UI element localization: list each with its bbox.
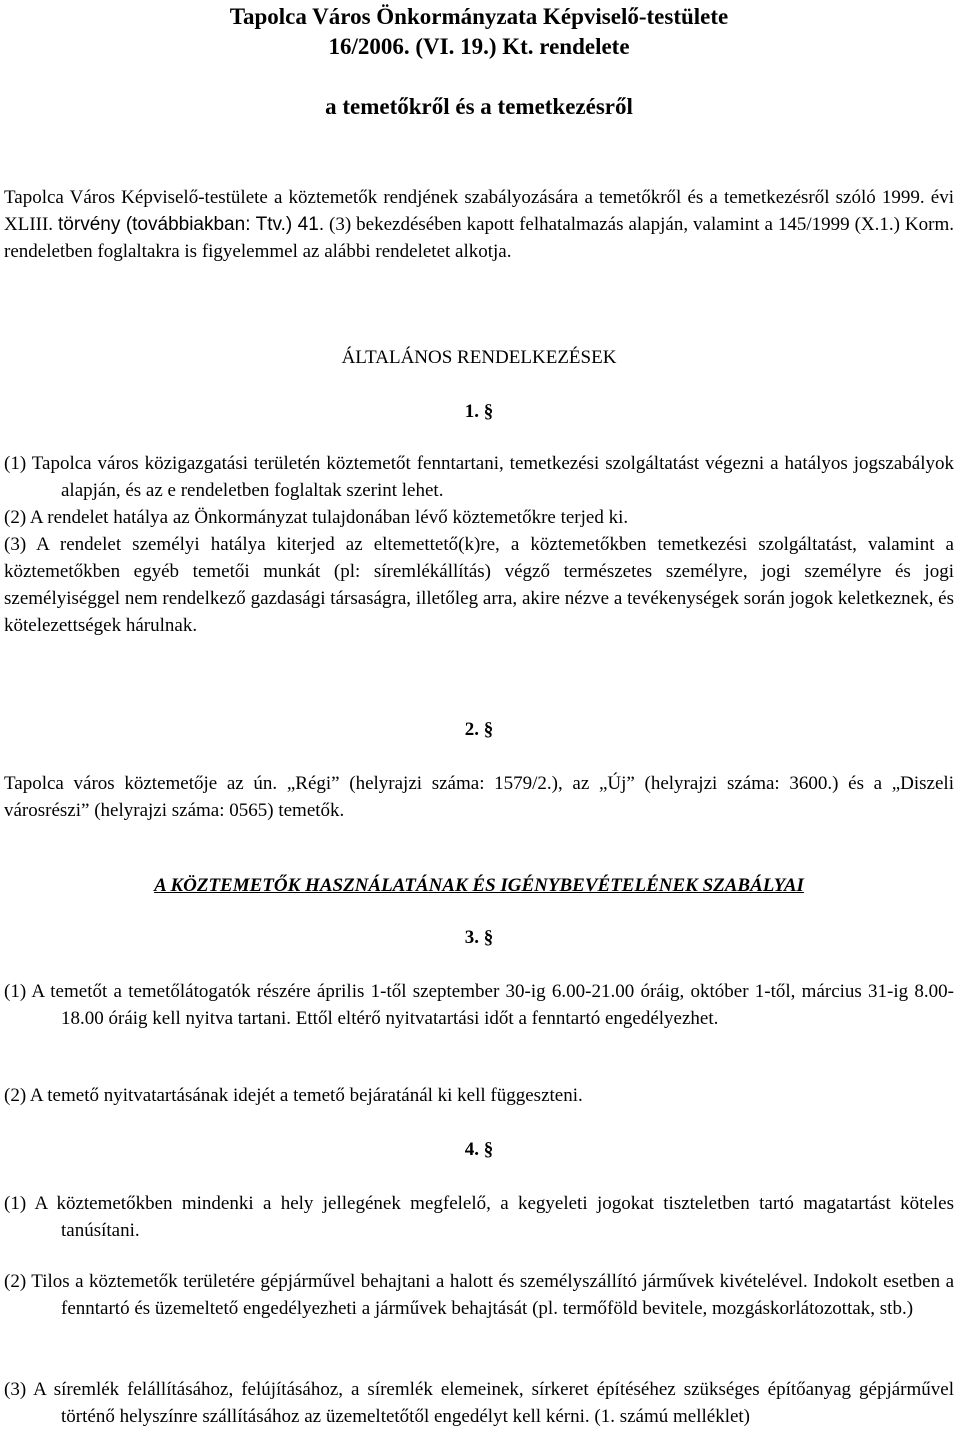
section-heading-usage: A KÖZTEMETŐK HASZNÁLATÁNAK ÉS IGÉNYBEVÉTELÉNEK SZABÁLYAI [154,875,804,896]
title-line-2: 16/2006. (VI. 19.) Kt. rendelete [328,34,630,59]
preamble-part-2: törvény (továbbiakban: Ttv.) 41. [58,214,325,235]
s2-text: Tapolca város köztemetője az ún. „Régi” (helyrajzi száma: 1579/2.), az „Új” (helyrajzi száma: 3600.) és a „Diszeli városrészi” (helyrajzi száma: 0565) temetők. [4,773,954,821]
s1-item-1: (1) Tapolca város közigazgatási területén köztemetőt fenntartani, temetkezési szolgáltatást végezni a hatályos jogszabályok alapján, és az e rendeletben foglaltak szerint lehet. [4,453,954,501]
preamble-part-1: Tapolca Város Képviselő-testülete a köztemetők rendjének szabályozására a temetőkről és a temetkezésről szóló 1999. évi XLIII. [4,187,954,235]
s4-item-2: (2) Tilos a köztemetők területére gépjárművel behajtani a halott és személyszállító járművek kivételével. Indokolt esetben a fenntartó és üzemeltető engedélyezheti a járművek behajtását (pl. termőföld bevitele, mozgáskorlátozottak, stb.) [4,1271,954,1319]
preamble-part-3: (3) bekezdésében kapott felhatalmazás alapján, valamint a 145/1999 (X.1.) Korm. rendeletben foglaltakra is figyelemmel az alábbi rendeletet alkotja. [4,214,955,262]
s1-item-2: (2) A rendelet hatálya az Önkormányzat tulajdonában lévő köztemetőkre terjed ki. [4,507,629,528]
s3-item-1: (1) A temetőt a temetőlátogatók részére április 1-től szeptember 30-ig 6.00-21.00 óráig, október 1-től, március 31-ig 8.00-18.00 óráig kell nyitva tartani. Ettől eltérő nyitvatartási időt a fenntartó engedélyezhet. [4,981,954,1029]
s4-item-3: (3) A síremlék felállításához, felújításához, a síremlék elemeinek, sírkeret építéséhez szükséges építőanyag gépjárművel történő helyszínre szállításához az üzemeltetőtől engedélyt kell kérni. (1. számú melléklet) [4,1379,954,1427]
s3-item-2: (2) A temető nyitvatartásának idejét a temető bejáratánál ki kell függeszteni. [4,1085,583,1106]
title-line-3: a temetőkről és a temetkezésről [325,94,633,119]
preamble [4,184,954,265]
paragraph-number-4: 4. § [464,1139,494,1160]
paragraph-number-3: 3. § [464,927,494,948]
s4-item-1: (1) A köztemetőkben mindenki a hely jellegének megfelelő, a kegyeleti jogokat tiszteletben tartó magatartást köteles tanúsítani. [4,1193,954,1241]
paragraph-number-2: 2. § [464,719,494,740]
title-line-1: Tapolca Város Önkormányzata Képviselő-testülete [229,4,729,29]
paragraph-number-1: 1. § [464,401,494,422]
section-heading-general: ÁLTALÁNOS RENDELKEZÉSEK [341,347,617,368]
s1-item-3: (3) A rendelet személyi hatálya kiterjed az eltemettető(k)re, a köztemetőkben temetkezési szolgáltatást, valamint a köztemetőkben egyéb temetői munkát (pl: síremlékállítás) végző természetes személyre, jogi személyre és jogi személyiséggel nem rendelkező gazdasági társaságra, illetőleg arra, akire nézve a tevékenységek során jogok keletkeznek, és kötelezettségek hárulnak. [4,534,954,636]
